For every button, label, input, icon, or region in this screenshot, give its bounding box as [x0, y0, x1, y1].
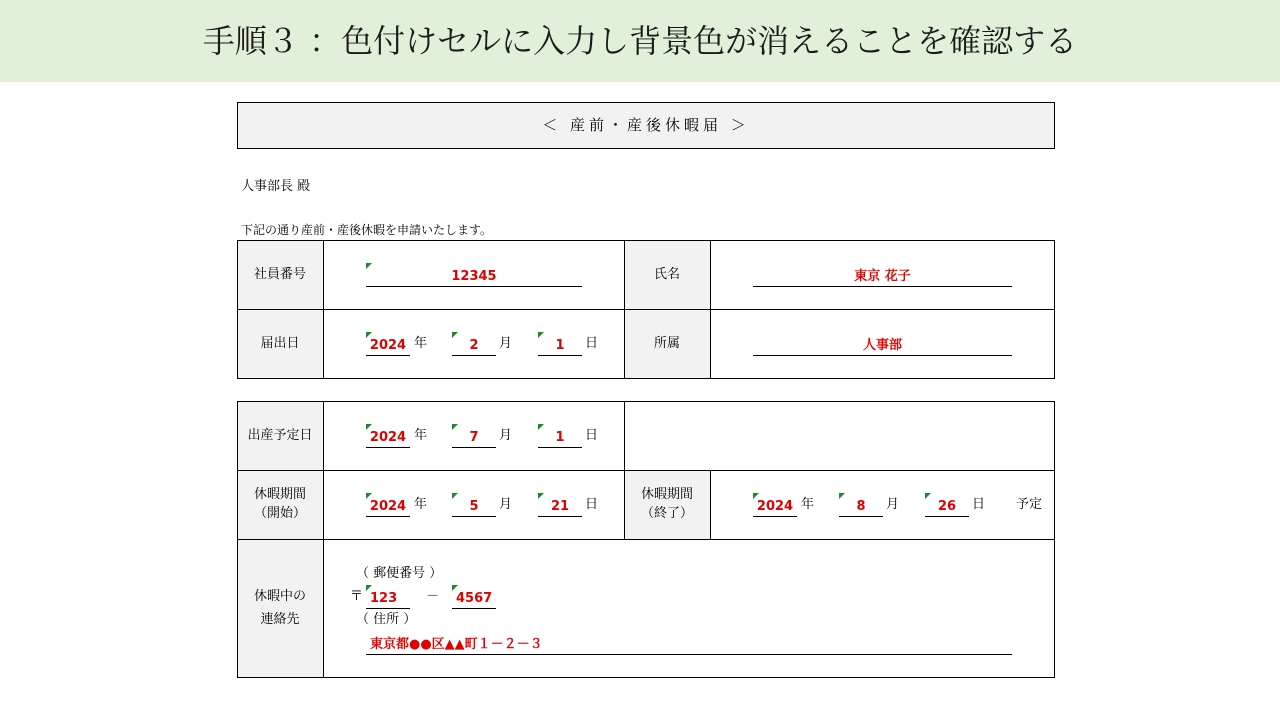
submit-day-input[interactable]: 1 — [538, 336, 582, 356]
employee-no-input[interactable]: 12345 — [366, 267, 582, 287]
leave-end-month-input[interactable]: 8 — [839, 497, 883, 517]
postal-mark: 〒 — [350, 589, 364, 604]
form-title: ＜ 産前・産後休暇届 ＞ — [237, 102, 1055, 149]
unit-month: 月 — [886, 497, 900, 512]
department-input[interactable]: 人事部 — [753, 336, 1012, 356]
cell-marker-icon — [452, 585, 458, 591]
cell-marker-icon — [925, 493, 931, 499]
unit-month: 月 — [499, 336, 513, 351]
address-input[interactable]: 東京都●●区▲▲町１－２－３ — [366, 635, 1012, 655]
cell-marker-icon — [366, 424, 372, 430]
leave-start-year-input[interactable]: 2024 — [366, 497, 410, 517]
due-year-input[interactable]: 2024 — [366, 428, 410, 448]
postal-dash: － — [426, 589, 440, 604]
col-divider — [710, 240, 711, 379]
addressee: 人事部長 殿 — [241, 179, 311, 194]
label-leave-start: 休暇期間 （開始） — [253, 487, 306, 521]
postal2-input[interactable]: 4567 — [452, 589, 496, 609]
cell-marker-icon — [366, 332, 372, 338]
cell-marker-icon — [366, 263, 372, 269]
cell-marker-icon — [452, 493, 458, 499]
cell-marker-icon — [366, 585, 372, 591]
label-leave-end: 休暇期間 （終了） — [640, 487, 693, 521]
leave-start-month-input[interactable]: 5 — [452, 497, 496, 517]
row-divider — [237, 470, 1055, 471]
unit-month: 月 — [499, 428, 513, 443]
address-heading: （ 住所 ） — [356, 612, 417, 627]
label-submit-date: 届出日 — [260, 336, 300, 351]
due-day-input[interactable]: 1 — [538, 428, 582, 448]
unit-year: 年 — [414, 497, 428, 512]
unit-year: 年 — [414, 428, 428, 443]
unit-day: 日 — [972, 497, 986, 512]
leave-start-day-input[interactable]: 21 — [538, 497, 582, 517]
unit-year: 年 — [414, 336, 428, 351]
unit-month: 月 — [499, 497, 513, 512]
row-divider — [237, 539, 1055, 540]
label-name: 氏名 — [653, 267, 680, 282]
label-contact: 休暇中の 連絡先 — [253, 589, 306, 627]
label-department: 所属 — [653, 336, 680, 351]
row-divider — [237, 309, 1055, 310]
unit-day: 日 — [585, 336, 599, 351]
cell-marker-icon — [366, 493, 372, 499]
leave-end-year-input[interactable]: 2024 — [753, 497, 797, 517]
name-input[interactable]: 東京 花子 — [753, 267, 1012, 287]
planned-label: 予定 — [1016, 497, 1043, 512]
col-divider — [323, 401, 324, 678]
unit-year: 年 — [801, 497, 815, 512]
col-divider — [710, 470, 711, 540]
slide-title: 手順３ ：色付けセルに入力し背景色が消えることを確認する — [202, 22, 1078, 60]
due-month-input[interactable]: 7 — [452, 428, 496, 448]
unit-day: 日 — [585, 497, 599, 512]
postal1-input[interactable]: 123 — [366, 589, 410, 609]
col-divider — [323, 240, 324, 379]
cell-marker-icon — [452, 332, 458, 338]
unit-day: 日 — [585, 428, 599, 443]
cell-marker-icon — [452, 424, 458, 430]
label-due-date: 出産予定日 — [247, 428, 313, 443]
col-divider — [624, 240, 625, 379]
cell-marker-icon — [538, 493, 544, 499]
intro-text: 下記の通り産前・産後休暇を申請いたします。 — [241, 223, 493, 237]
submit-year-input[interactable]: 2024 — [366, 336, 410, 356]
leave-end-day-input[interactable]: 26 — [925, 497, 969, 517]
submit-month-input[interactable]: 2 — [452, 336, 496, 356]
cell-marker-icon — [538, 332, 544, 338]
postal-heading: （ 郵便番号 ） — [356, 566, 443, 581]
cell-marker-icon — [538, 424, 544, 430]
label-employee-no: 社員番号 — [253, 267, 306, 282]
cell-marker-icon — [839, 493, 845, 499]
cell-marker-icon — [753, 493, 759, 499]
